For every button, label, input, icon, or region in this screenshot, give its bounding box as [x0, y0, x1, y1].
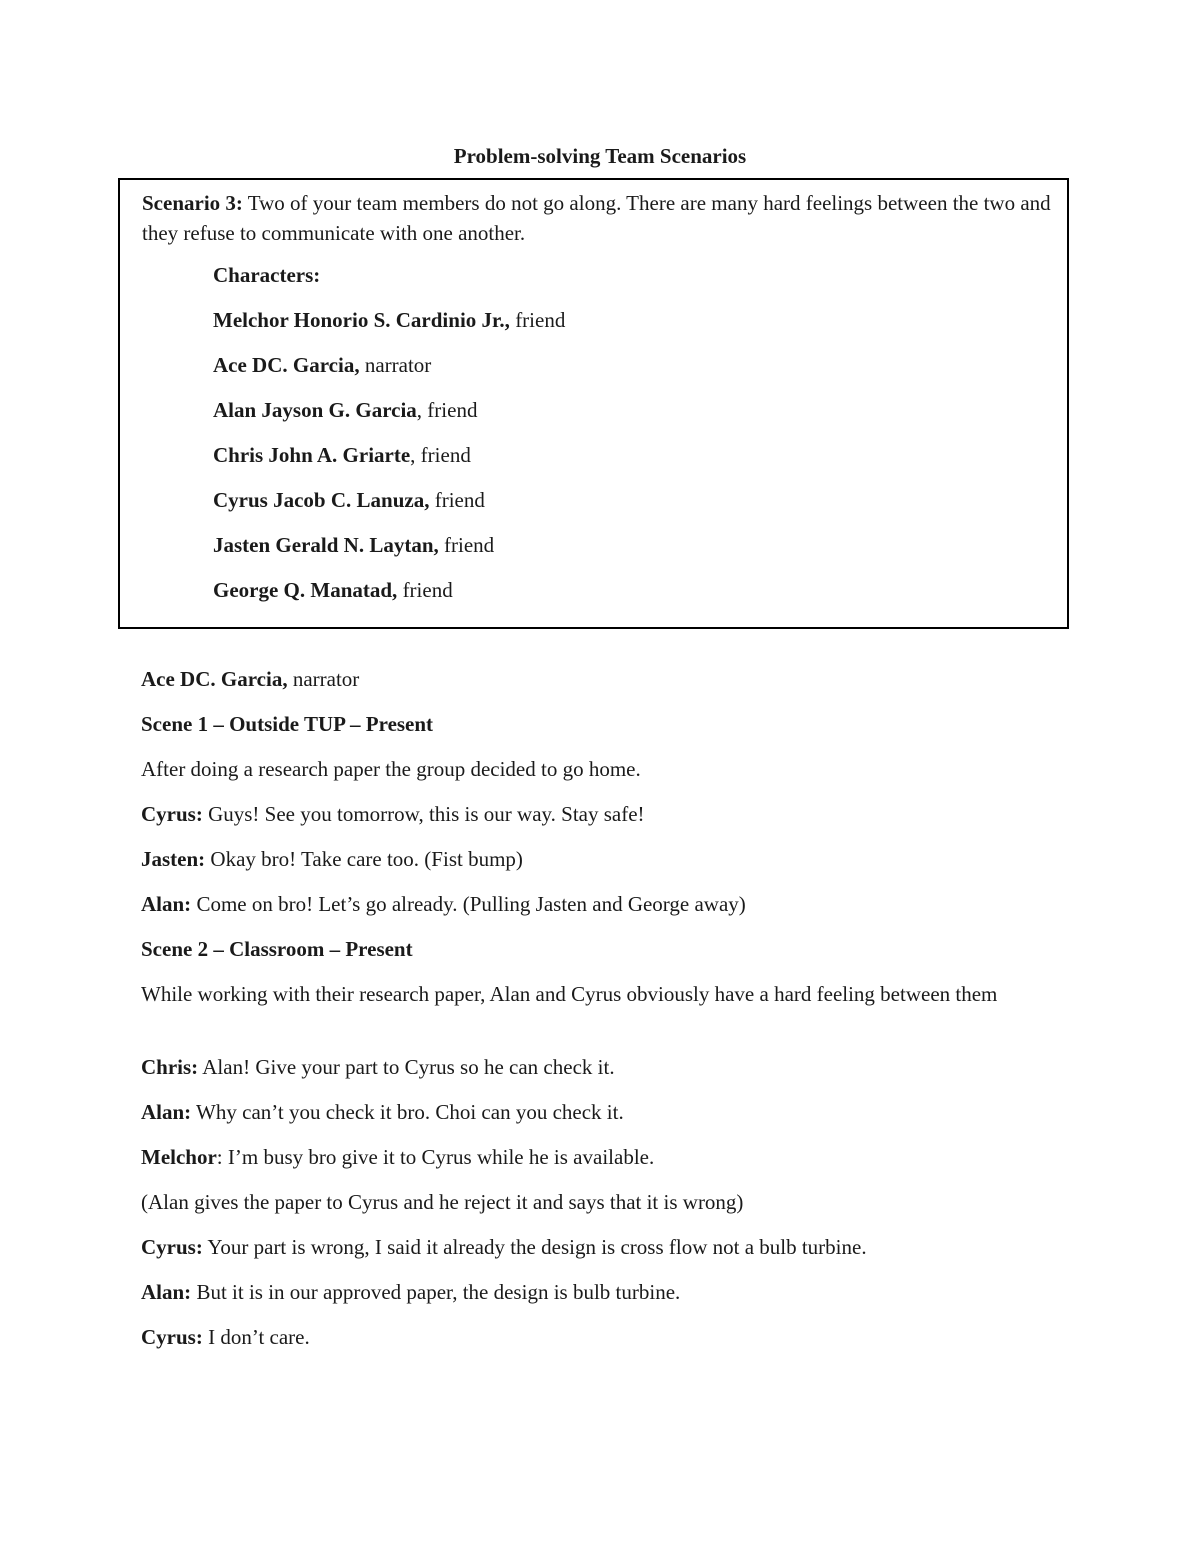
scenario-label: Scenario 3: [142, 191, 243, 215]
script-line [141, 1144, 1061, 1171]
character-item [213, 532, 494, 559]
character-role: friend [397, 578, 453, 602]
script-speaker: Scene 2 – Classroom – Present [141, 937, 413, 961]
character-item [213, 307, 565, 334]
characters-heading: Characters: [213, 263, 321, 287]
character-name: Ace DC. Garcia, [213, 353, 360, 377]
script-speaker: Cyrus: [141, 1325, 203, 1349]
script-speaker: Alan: [141, 1100, 192, 1124]
scene-heading [141, 711, 1061, 738]
script-text: Why can’t you check it bro. Choi can you check it. [191, 1100, 624, 1124]
script-text: (Alan gives the paper to Cyrus and he reject it and says that it is wrong) [141, 1190, 744, 1214]
script-line [141, 1189, 1061, 1216]
character-name: George Q. Manatad, [213, 578, 398, 602]
script-speaker: Cyrus: [141, 1235, 203, 1259]
character-name: Chris John A. Griarte [213, 443, 411, 467]
character-name: Alan Jayson G. Garcia [213, 398, 417, 422]
script-text: Okay bro! Take care too. (Fist bump) [205, 847, 523, 871]
character-item [213, 352, 431, 379]
script-speaker: Melchor [141, 1145, 217, 1169]
script-line [141, 756, 1061, 783]
script-text: Alan! Give your part to Cyrus so he can check it. [198, 1055, 615, 1079]
character-item [213, 397, 477, 424]
script-line [141, 1099, 1061, 1126]
script-text: I don’t care. [202, 1325, 310, 1349]
character-name: Melchor Honorio S. Cardinio Jr., [213, 308, 510, 332]
script-text: : I’m busy bro give it to Cyrus while he is available. [216, 1145, 655, 1169]
script-line [141, 846, 1061, 873]
script-line [141, 1054, 1061, 1081]
character-role: narrator [359, 353, 432, 377]
script-speaker: Alan: [141, 892, 192, 916]
script-line [141, 891, 1061, 918]
character-item [213, 487, 485, 514]
character-role: , friend [410, 443, 471, 467]
character-role: , friend [416, 398, 478, 422]
script-line [141, 801, 1061, 828]
character-name: Cyrus Jacob C. Lanuza, [213, 488, 430, 512]
script-text: Guys! See you tomorrow, this is our way. Stay safe! [202, 802, 645, 826]
script-text: After doing a research paper the group decided to go home. [141, 757, 641, 781]
script-line [141, 1279, 1061, 1306]
scenario-text: Two of your team members do not go along. There are many hard feelings between the two and they refuse to communicate with one another. [142, 191, 1051, 245]
script-line [141, 980, 1061, 1008]
script-speaker: Scene 1 – Outside TUP – Present [141, 712, 434, 736]
script-line [141, 1234, 1061, 1261]
scenario-description [142, 188, 1052, 248]
scene-heading [141, 936, 1061, 963]
script-text: Come on bro! Let’s go already. (Pulling Jasten and George away) [191, 892, 746, 916]
scenario-box [118, 178, 1069, 629]
script-speaker: Jasten: [141, 847, 206, 871]
character-name: Jasten Gerald N. Laytan, [213, 533, 439, 557]
script-text: Your part is wrong, I said it already the design is cross flow not a bulb turbine. [202, 1235, 867, 1259]
script-speaker: Alan: [141, 1280, 192, 1304]
script-speaker: Chris: [141, 1055, 199, 1079]
page-title: Problem-solving Team Scenarios [453, 144, 747, 168]
character-role: friend [438, 533, 495, 557]
script-speaker: Cyrus: [141, 802, 203, 826]
character-item [213, 577, 453, 604]
script-speaker: Ace DC. Garcia, [141, 667, 288, 691]
script-line [141, 1324, 1061, 1351]
character-role: friend [429, 488, 485, 512]
script-text: But it is in our approved paper, the design is bulb turbine. [191, 1280, 681, 1304]
script-text: narrator [287, 667, 360, 691]
character-role: friend [509, 308, 566, 332]
script-text: While working with their research paper, Alan and Cyrus obviously have a hard feeling between them [141, 982, 998, 1006]
character-item [213, 442, 471, 469]
script-line-narrator [141, 666, 1061, 693]
